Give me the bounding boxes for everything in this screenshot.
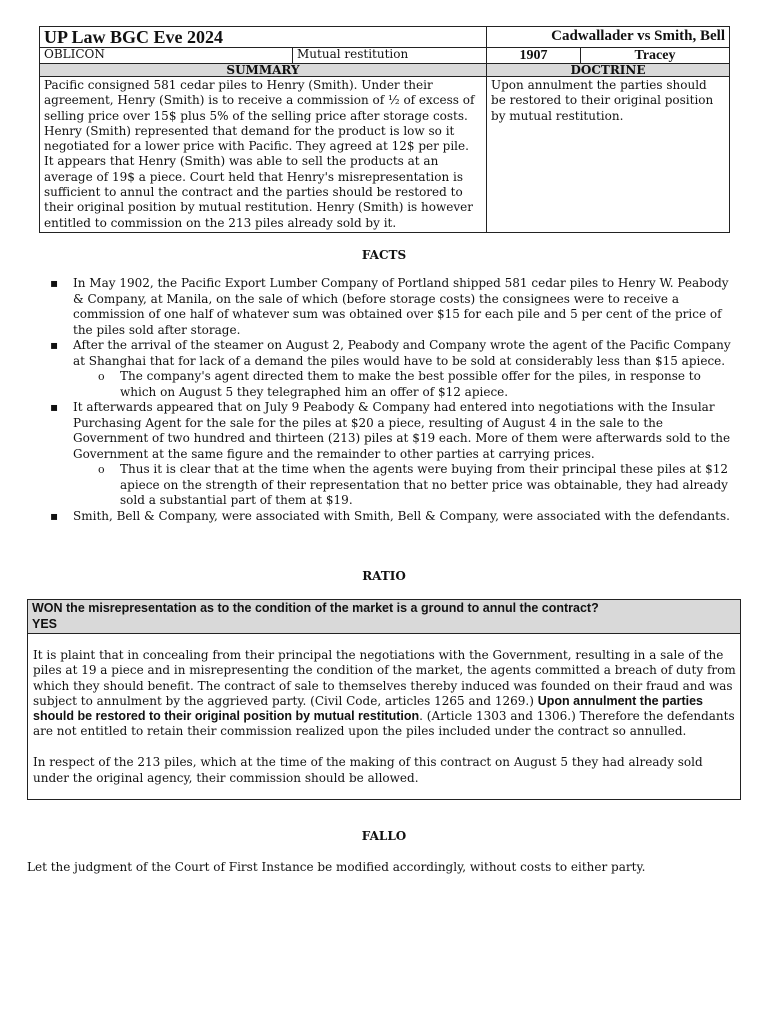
topic-cell: Mutual restitution [293,48,487,64]
fallo-text: Let the judgment of the Court of First Instance be modified accordingly, without costs to either party. [27,860,646,874]
facts-list [50,276,740,524]
facts-section [50,276,740,524]
ratio-p1-end: . (Article 1303 and 1306.) Therefore the defendants are not entitled to retain their commission realized upon the piles included under the contract so annulled. [33,709,735,739]
case-digest-header-table [39,26,730,233]
ratio-heading: RATIO [362,569,406,583]
summary-text: Pacific consigned 581 cedar piles to Henry (Smith). Under their agreement, Henry (Smith) is to receive a commission of ½ of excess of selling price over 15$ plus 5% of the selling price after storage costs. Henry (Smith) represented that demand for the product is low so it negotiated for a lower price with Pacific. They agreed at 12$ per pile. It appears that Henry (Smith) was able to sell the products at an average of 19$ a piece. Court held that Henry's misrepresentation is sufficient to annul the contract and the parties should be restored to their original position by mutual restitution. Henry (Smith) is however entitled to commission on the 213 piles already sold by it. [40,77,487,233]
ratio-text [28,634,740,799]
summary-label: SUMMARY [40,64,487,77]
fact-item: ▪ Smith, Bell & Company, were associated with Smith, Bell & Company, were associated with the defendants. [50,509,740,525]
issue-answer: YES [32,616,58,631]
ratio-paragraph [33,648,736,740]
facts-heading: FACTS [361,248,407,262]
year-cell: 1907 [487,48,581,64]
fallo-heading: FALLO [361,829,407,843]
case-name: Cadwallader vs Smith, Bell [487,27,730,48]
fact-item: ▪ It afterwards appeared that on July 9 Peabody & Company had entered into negotiations with the Insular Purchasing Agent for the sale for the piles at $20 a piece, resulting of August 4 in the sale to the Government of two hundred and thirteen (213) piles at $19 each. More of them were afterwards sold to the Government at the same figure and the remainder to other parties at carrying prices. [50,400,740,462]
digest-title: UP Law BGC Eve 2024 [40,27,487,48]
fact-item: ▪ After the arrival of the steamer on August 2, Peabody and Company wrote the agent of the Pacific Company at Shanghai that for lack of a demand the piles would have to be sold at considerably less than $15 apiece. [50,338,740,369]
issue-question: WON the misrepresentation as to the condition of the market is a ground to annul the contract? [32,601,599,615]
ratio-doctrine-bold: Upon annulment the parties should be restored to their original position by mutual restitution [33,693,704,724]
fact-item: ▪ In May 1902, the Pacific Export Lumber Company of Portland shipped 581 cedar piles to Henry W. Peabody & Company, at Manila, on the sale of which (before storage costs) the consignees were to receive a commission of one half of whatever sum was obtained over $15 for each pile and 5 per cent of the price of the piles sold after storage. [50,276,740,338]
doctrine-text: Upon annulment the parties should be restored to their original position by mutual restitution. [487,77,730,233]
ratio-box [27,599,741,800]
author-cell: Tracey [581,48,730,64]
fact-subitem: o The company's agent directed them to make the best possible offer for the piles, in response to which on August 5 they telegraphed him an offer of $12 apiece. [50,369,740,400]
ratio-p1-start: It is plaint that in concealing from their principal the negotiations with the Government, resulting in a sale of the piles at 19 a piece and in misrepresenting the condition of the market, the agents committed a breach of duty from which they should benefit. The contract of sale to themselves thereby induced was founded on their fraud and was subject to annulment by the aggrieved party. (Civil Code, articles 1265 and 1269.) [33,648,736,708]
issue-block [28,600,740,634]
fact-subitem: o Thus it is clear that at the time when the agents were buying from their principal these piles at $12 apiece on the strength of their representation that no better price was obtainable, they had already sold a substantial part of them at $19. [50,462,740,509]
subject-cell: OBLICON [40,48,293,64]
ratio-paragraph: In respect of the 213 piles, which at the time of the making of this contract on August 5 they had already sold under the original agency, their commission should be allowed. [33,755,703,785]
doctrine-label: DOCTRINE [487,64,730,77]
